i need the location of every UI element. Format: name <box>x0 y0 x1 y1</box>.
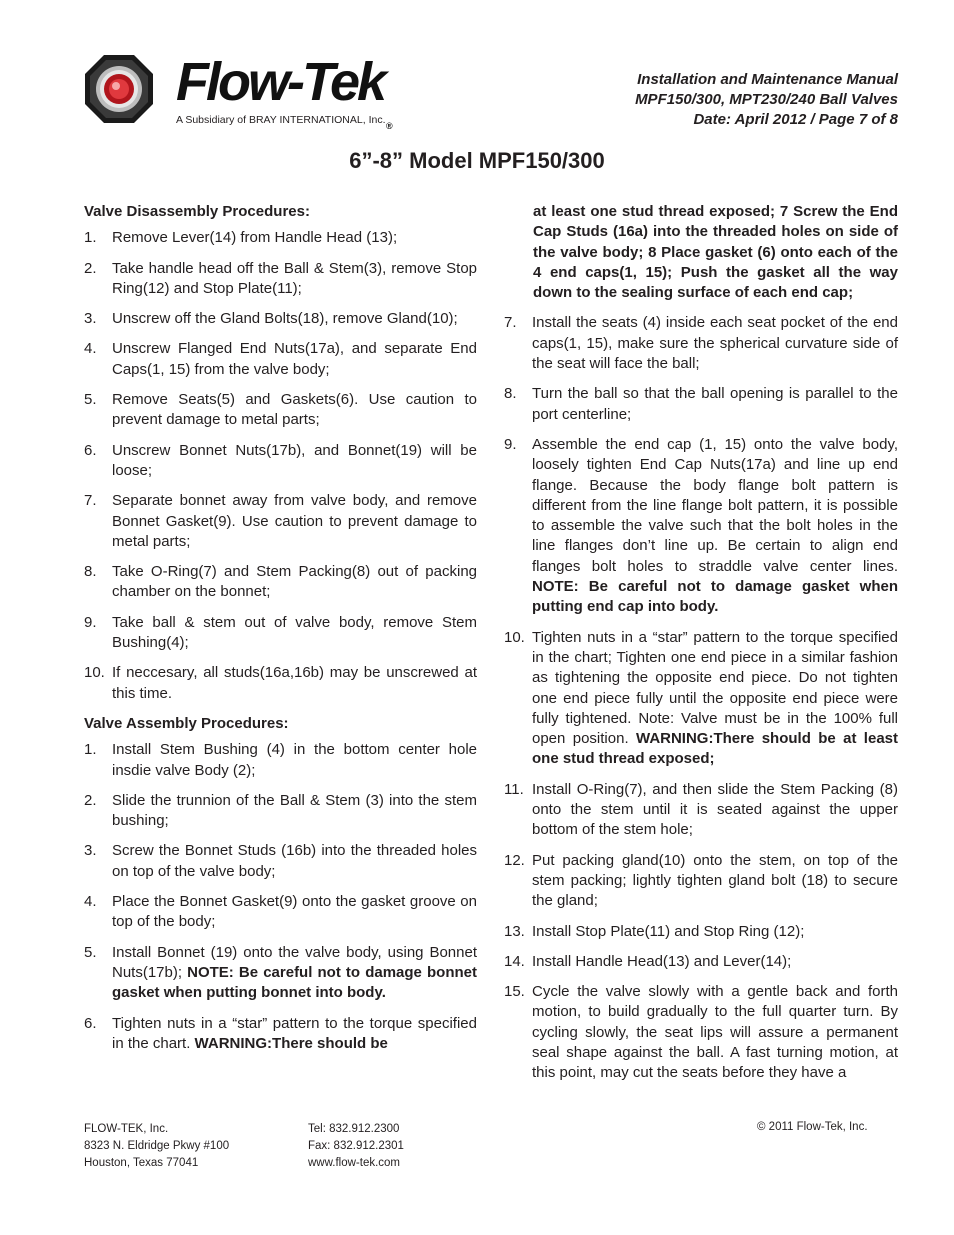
item-text-regular: Install O-Ring(7), and then slide the Stem Packing (8) onto the stem until it is seated against the upper bottom of the stem hole; <box>532 780 898 839</box>
item-text-regular: Install Bonnet (19) onto the valve body, using Bonnet Nuts(17b); <box>112 943 477 981</box>
list-item <box>84 943 477 1004</box>
item-text <box>532 384 898 425</box>
list-item <box>84 892 477 933</box>
item-text <box>112 441 477 482</box>
list-item <box>504 384 898 425</box>
list-item <box>84 491 477 552</box>
item-number: 3. <box>84 310 97 328</box>
item-text-regular: If neccesary, all studs(16a,16b) may be unscrewed at this time. <box>112 664 477 702</box>
subsidiary-text: A Subsidiary of BRAY INTERNATIONAL, Inc. <box>176 114 386 126</box>
model-line: MPF150/300, MPT230/240 Ball Valves <box>635 91 898 108</box>
item-text-regular: Install Handle Head(13) and Lever(14); <box>532 952 792 970</box>
assembly-list <box>84 740 477 1054</box>
item-text <box>532 780 898 841</box>
item-text-regular: Install Stem Bushing (4) in the bottom center hole insdie valve Body (2); <box>112 741 477 779</box>
list-item <box>504 435 898 618</box>
list-item <box>84 1014 477 1055</box>
brand-wordmark: Flow-Tek® <box>176 52 393 131</box>
list-item <box>504 628 898 770</box>
list-item <box>504 851 898 912</box>
item-text-regular: Unscrew Flanged End Nuts(17a), and separate End Caps(1, 15) from the valve body; <box>112 340 477 378</box>
item-number: 11. <box>504 780 524 798</box>
item-text <box>112 491 477 552</box>
item-number: 2. <box>84 259 97 277</box>
assembly-heading: Valve Assembly Procedures: <box>84 714 289 732</box>
item-number: 10. <box>504 628 525 646</box>
item-text-regular: Tighten nuts in a “star” pattern to the torque specified in the chart. <box>112 1014 477 1052</box>
item-text <box>112 259 477 300</box>
list-item <box>84 390 477 431</box>
footer-address-line1: 8323 N. Eldridge Pkwy #100 <box>84 1140 230 1152</box>
item-number: 9. <box>504 435 517 453</box>
item-text <box>532 982 898 1083</box>
item-text-regular: Assemble the end cap (1, 15) onto the valve body, loosely tighten End Cap Nuts(17a) and line up end flange. Because the body flange bolt pattern is different from the line flange bolt pattern, it is possible to assemble the valve such that the bolt holes in the line flanges don’t line up. Be certain to align end flanges bolt holes to straddle valve center lines. <box>532 435 898 575</box>
item-text <box>112 562 477 603</box>
item-text-regular: Install the seats (4) inside each seat pocket of the end caps(1, 15), make sure the spherical curvature side of the seat will face the ball; <box>532 314 898 373</box>
item-text <box>532 435 898 618</box>
footer-fax: Fax: 832.912.2301 <box>308 1140 404 1152</box>
item-text-regular: Unscrew Bonnet Nuts(17b), and Bonnet(19) will be loose; <box>112 441 477 479</box>
item-number: 12. <box>504 851 525 869</box>
item-number: 9. <box>84 613 97 631</box>
item-text <box>532 628 898 770</box>
item-text-regular: Place the Bonnet Gasket(9) onto the gasket groove on top of the body; <box>112 893 477 931</box>
item-number: 10. <box>84 664 105 682</box>
item-text-regular: Turn the ball so that the ball opening is parallel to the port centerline; <box>532 385 898 423</box>
item-text-bold: WARNING:There should be <box>194 1034 388 1052</box>
item-text-regular: Take ball & stem out of valve body, remove Stem Bushing(4); <box>112 613 477 652</box>
assembly-list-continued <box>504 313 898 1083</box>
item-text <box>112 1014 477 1055</box>
item-text <box>112 613 477 654</box>
item-text <box>112 309 477 329</box>
footer-address-line2: Houston, Texas 77041 <box>84 1157 199 1169</box>
item-text-regular: Take handle head off the Ball & Stem(3), remove Stop Ring(12) and Stop Plate(11); <box>112 259 477 297</box>
page-title: 6”-8” Model MPF150/300 <box>349 148 605 173</box>
item-text <box>112 791 477 832</box>
item-text-regular: Unscrew off the Gland Bolts(18), remove Gland(10); <box>112 310 458 328</box>
item-text <box>112 663 477 704</box>
item-number: 8. <box>84 563 97 581</box>
footer-company: FLOW-TEK, Inc. <box>84 1123 169 1135</box>
list-item <box>504 952 898 972</box>
manual-title: Installation and Maintenance Manual <box>637 71 898 88</box>
left-column <box>84 202 477 1064</box>
item-text-regular: Remove Seats(5) and Gaskets(6). Use caution to prevent damage to metal parts; <box>112 391 477 429</box>
item-text-regular: Take O-Ring(7) and Stem Packing(8) out of packing chamber on the bonnet; <box>112 563 477 601</box>
list-item <box>504 780 898 841</box>
item-text-regular: Remove Lever(14) from Handle Head (13); <box>112 229 398 247</box>
item-text <box>112 339 477 380</box>
item-text-regular: Put packing gland(10) onto the stem, on top of the stem packing; lightly tighten gland bolt (18) to secure the gland; <box>532 851 898 910</box>
date-page: Date: April 2012 / Page 7 of 8 <box>693 111 898 128</box>
item-text-bold: NOTE: Be careful not to damage bonnet gasket when putting bonnet into body. <box>112 963 477 1002</box>
item-number: 5. <box>84 943 97 961</box>
document-header <box>635 70 898 130</box>
item-number: 13. <box>504 922 525 940</box>
item-text <box>112 228 477 248</box>
footer-copyright: © 2011 Flow-Tek, Inc. <box>757 1121 868 1133</box>
item-text <box>532 313 898 374</box>
item-number: 1. <box>84 229 97 247</box>
item-number: 6. <box>84 1014 97 1032</box>
flowtek-logo-icon <box>84 54 154 124</box>
item-number: 15. <box>504 983 525 1001</box>
item-text <box>112 892 477 933</box>
list-item <box>504 982 898 1083</box>
item-number: 4. <box>84 340 97 358</box>
list-item <box>84 841 477 882</box>
footer-contact <box>308 1121 404 1172</box>
item-text <box>532 851 898 912</box>
item-number: 6. <box>84 441 97 459</box>
item-text <box>112 390 477 431</box>
list-item <box>84 740 477 781</box>
list-item <box>84 339 477 380</box>
item-text <box>112 740 477 781</box>
item-number: 7. <box>504 314 517 332</box>
footer-address <box>84 1121 229 1172</box>
list-item <box>84 228 477 248</box>
item-number: 4. <box>84 893 97 911</box>
item-text-regular: Tighten nuts in a “star” pattern to the torque specified in the chart; Tighten one end piece in a similar fashion as tightening the opposite end piece. Do not tighten one end piece fully until the opposite end piece were fully tightened. Note: Valve must be in the 100% full open position. <box>532 628 898 748</box>
item-number: 3. <box>84 842 97 860</box>
footer-web[interactable]: www.flow-tek.com <box>308 1157 401 1169</box>
disassembly-heading: Valve Disassembly Procedures: <box>84 203 310 220</box>
list-item <box>504 313 898 374</box>
item-text-regular: Install Stop Plate(11) and Stop Ring (12); <box>532 922 805 940</box>
list-item <box>84 259 477 300</box>
list-item <box>84 441 477 482</box>
item-number: 7. <box>84 492 97 510</box>
item-text <box>112 943 477 1004</box>
disassembly-list <box>84 228 477 704</box>
list-item <box>84 663 477 704</box>
item-text-bold: WARNING:There should be at least one stud thread exposed; <box>532 730 898 768</box>
item-text-regular: Slide the trunnion of the Ball & Stem (3) into the stem bushing; <box>112 791 477 830</box>
item-text <box>532 922 898 942</box>
item-text <box>112 841 477 882</box>
item-number: 8. <box>504 385 517 403</box>
item-text-bold: NOTE: Be careful not to damage gasket when putting end cap into body. <box>532 578 898 616</box>
item-text-regular: Cycle the valve slowly with a gentle back and forth motion, to build gradually to the full quarter turn. By cycling slowly, the seat lips will assure a permanent seal shape against the ball. A fast turning motion, at this point, may cut the seats before they have a <box>532 983 898 1082</box>
list-item <box>84 309 477 329</box>
item-number: 5. <box>84 391 97 409</box>
list-item <box>84 791 477 832</box>
list-item <box>504 922 898 942</box>
item-text-regular: Screw the Bonnet Studs (16b) into the threaded holes on top of the valve body; <box>112 842 477 880</box>
item-text <box>532 952 898 972</box>
list-item <box>84 562 477 603</box>
item-number: 1. <box>84 741 97 759</box>
right-column <box>504 202 898 1094</box>
item-text-regular: Separate bonnet away from valve body, and remove Bonnet Gasket(9). Use caution to prevent damage to metal parts; <box>112 492 477 550</box>
item-number: 14. <box>504 952 525 970</box>
item-number: 2. <box>84 791 97 809</box>
step-6-continuation: at least one stud thread exposed; 7 Screw the End Cap Studs (16a) into the threaded holes on side of the valve body; 8 Place gasket (6) onto each of the 4 end caps(1, 15); Push the gasket all the way down to the sealing surface of each end cap; <box>533 203 898 302</box>
list-item <box>84 613 477 654</box>
footer-tel: Tel: 832.912.2300 <box>308 1123 400 1135</box>
